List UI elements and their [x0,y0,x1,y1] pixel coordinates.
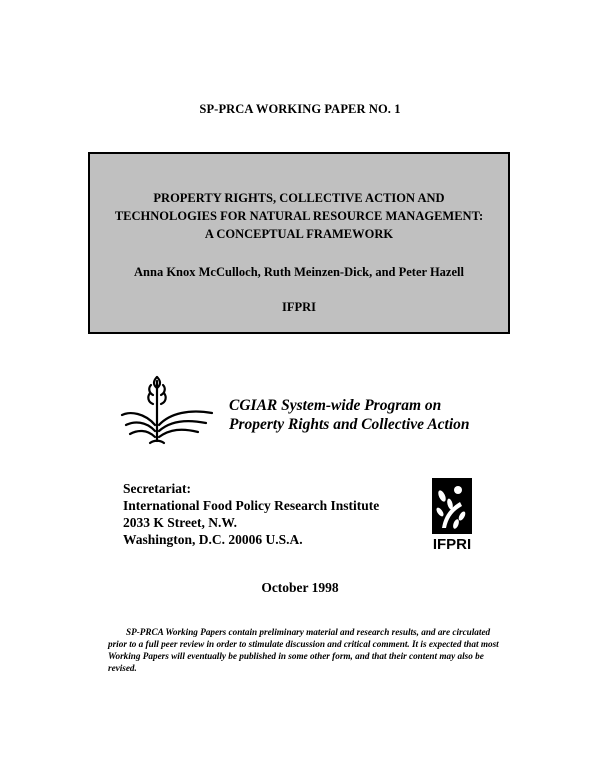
series-heading: SP-PRCA WORKING PAPER NO. 1 [199,102,401,116]
city-address: Washington, D.C. 20006 U.S.A. [123,532,303,547]
title-line: PROPERTY RIGHTS, COLLECTIVE ACTION AND [153,191,445,205]
institute-name: International Food Policy Research Institute [123,498,380,513]
disclaimer-note: SP-PRCA Working Papers contain preliminary material and research results, and are circulated prior to a full peer review in order to stimulate discussion and critical comment. It is expected that most Working Papers will eventually be published in some other form, and that their content may also be revised. [108,627,499,673]
affiliation: IFPRI [281,300,317,314]
ifpri-logo-text: IFPRI [432,536,472,551]
program-line: CGIAR System-wide Program on [229,397,442,414]
secretariat-label: Secretariat: [123,481,191,496]
title-box [88,152,510,334]
street-address: 2033 K Street, N.W. [123,515,237,530]
authors: Anna Knox McCulloch, Ruth Meinzen-Dick, and Peter Hazell [134,265,464,279]
program-line: Property Rights and Collective Action [229,416,470,433]
secretariat-address [123,480,379,548]
ifpri-logo-icon [428,478,476,551]
publication-date: October 1998 [261,580,339,595]
title-line: A CONCEPTUAL FRAMEWORK [204,227,394,241]
title-line: TECHNOLOGIES FOR NATURAL RESOURCE MANAGEMENT: [114,209,484,223]
paper-title [90,189,508,243]
cgiar-wheat-logo-icon [120,373,214,449]
program-name [229,396,470,434]
